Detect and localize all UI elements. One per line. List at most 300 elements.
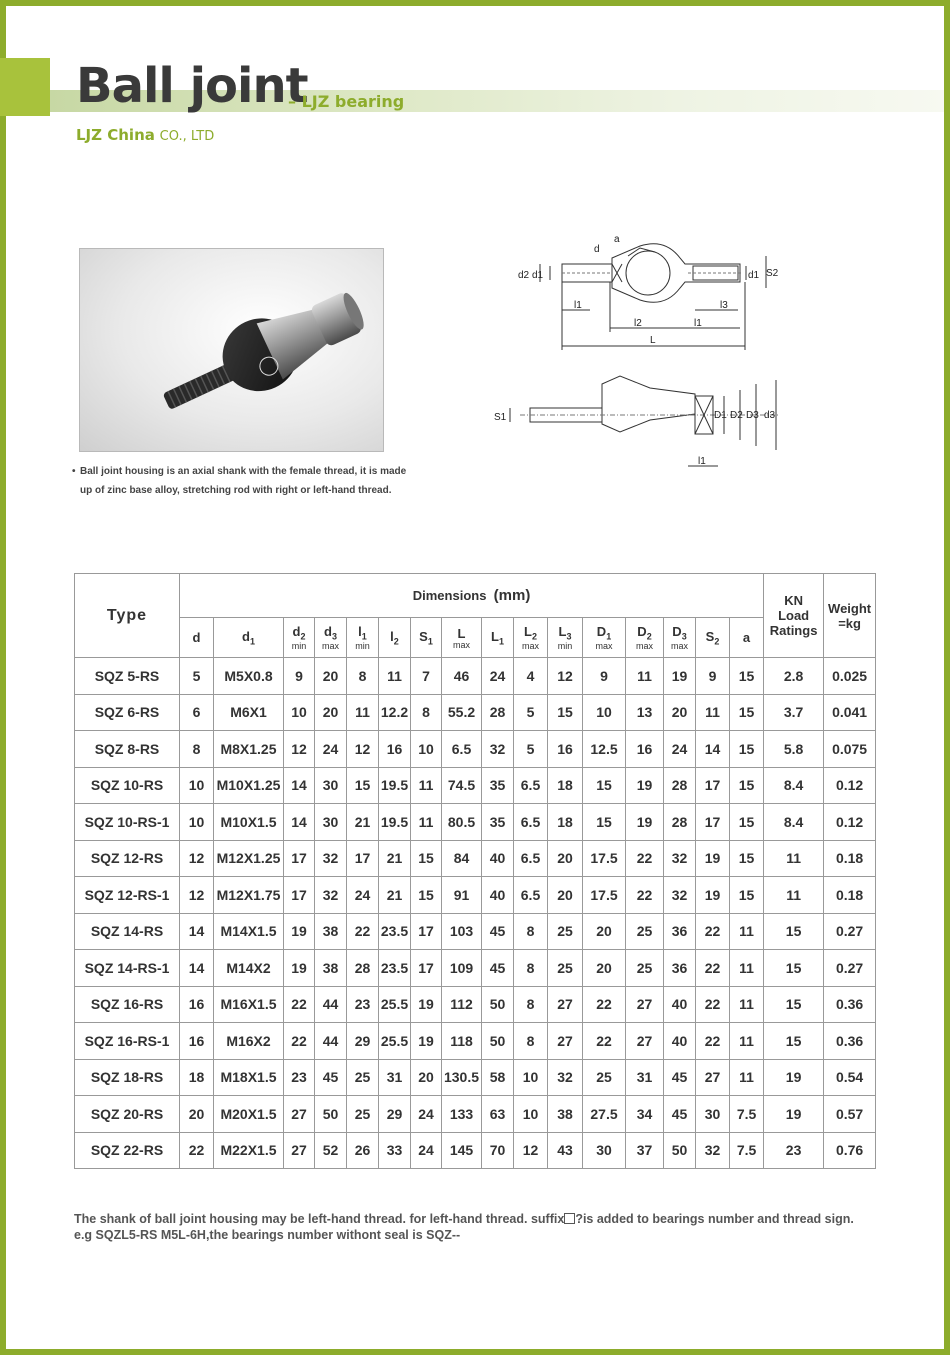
value-cell: 8 [514,950,548,987]
value-cell: 16 [548,731,583,768]
value-cell: 19 [284,950,315,987]
svg-text:D1: D1 [714,410,727,421]
column-note: max [635,640,653,651]
value-cell: 14 [180,913,214,950]
value-cell: 23 [284,1059,315,1096]
value-cell: 11 [764,877,824,914]
value-cell: 0.075 [824,731,876,768]
value-cell: 19 [626,767,664,804]
value-cell: 50 [482,1023,514,1060]
value-cell: 91 [442,877,482,914]
value-cell: 6.5 [514,877,548,914]
column-symbol: L [524,624,532,640]
value-cell: 8 [514,1023,548,1060]
product-description [72,462,410,500]
value-cell: 27 [548,1023,583,1060]
value-cell: 24 [411,1096,442,1133]
svg-text:S2: S2 [766,268,779,279]
value-cell: 15 [730,694,764,731]
value-cell: M14X2 [214,950,284,987]
value-cell: 26 [347,1132,379,1169]
value-cell: 25 [347,1059,379,1096]
column-header-2 [284,618,315,658]
svg-text:d3: d3 [764,410,776,421]
type-cell: SQZ 18-RS [75,1059,180,1096]
value-cell: 11 [730,913,764,950]
column-subscript: 3 [566,631,572,642]
column-subscript: 3 [331,631,337,642]
value-cell: 10 [411,731,442,768]
type-cell: SQZ 14-RS-1 [75,950,180,987]
table-body [75,658,876,1169]
value-cell: 38 [315,950,347,987]
value-cell: 25 [548,913,583,950]
value-cell: 0.12 [824,804,876,841]
table-row [75,877,876,914]
value-cell: 9 [284,658,315,695]
value-cell: 28 [664,804,696,841]
type-cell: SQZ 10-RS-1 [75,804,180,841]
value-cell: 12 [347,731,379,768]
column-header-14 [696,618,730,658]
value-cell: 0.36 [824,1023,876,1060]
value-cell: 46 [442,658,482,695]
value-cell: 8 [180,731,214,768]
value-cell: 70 [482,1132,514,1169]
column-subscript: 2 [714,636,720,647]
svg-text:a: a [614,234,620,245]
value-cell: 15 [764,913,824,950]
value-cell: 19 [411,986,442,1023]
value-cell: 32 [482,731,514,768]
value-cell: 50 [664,1132,696,1169]
type-cell: SQZ 12-RS-1 [75,877,180,914]
value-cell: 23 [764,1132,824,1169]
column-header-1 [214,618,284,658]
weight-unit: =kg [838,615,861,631]
value-cell: 17 [347,840,379,877]
value-cell: 0.27 [824,913,876,950]
value-cell: 17 [696,804,730,841]
column-symbol: d [324,624,332,640]
column-header-13 [664,618,696,658]
value-cell: 24 [411,1132,442,1169]
column-header-3 [315,618,347,658]
value-cell: 15 [347,767,379,804]
value-cell: 11 [379,658,411,695]
svg-text:d1: d1 [532,270,544,281]
value-cell: 0.12 [824,767,876,804]
value-cell: 19 [626,804,664,841]
column-subscript: 1 [427,636,433,647]
value-cell: M5X0.8 [214,658,284,695]
footnote-text-1: The shank of ball joint housing may be left-hand thread. for left-hand thread. suffix [74,1212,565,1226]
svg-text:l1: l1 [698,456,706,467]
value-cell: M18X1.5 [214,1059,284,1096]
value-cell: 44 [315,986,347,1023]
value-cell: 12 [180,877,214,914]
value-cell: 45 [664,1096,696,1133]
value-cell: 6.5 [514,804,548,841]
value-cell: 22 [626,840,664,877]
value-cell: M12X1.25 [214,840,284,877]
header-accent-block [0,58,50,116]
value-cell: 19.5 [379,804,411,841]
value-cell: 17 [411,913,442,950]
value-cell: 20 [664,694,696,731]
value-cell: 30 [315,767,347,804]
value-cell: 19 [696,877,730,914]
column-symbol: d [242,628,250,644]
value-cell: 30 [315,804,347,841]
footnote [74,1211,864,1243]
load-ratings-header [764,574,824,658]
value-cell: 6.5 [514,767,548,804]
value-cell: 32 [548,1059,583,1096]
value-cell: 12 [284,731,315,768]
column-symbol: L [558,624,567,640]
company-name [76,126,214,144]
value-cell: M14X1.5 [214,913,284,950]
table-row [75,986,876,1023]
value-cell: 35 [482,767,514,804]
column-subscript: 1 [249,636,255,647]
load-kn: KN [784,593,803,608]
value-cell: 0.18 [824,877,876,914]
value-cell: 12 [548,658,583,695]
svg-text:l1: l1 [694,318,702,329]
column-symbol: a [742,630,751,645]
value-cell: 52 [315,1132,347,1169]
value-cell: 145 [442,1132,482,1169]
value-cell: 15 [764,950,824,987]
value-cell: 5.8 [764,731,824,768]
value-cell: 25 [626,913,664,950]
value-cell: 21 [379,840,411,877]
value-cell: 10 [180,767,214,804]
diagram-label-d2: d2 [518,270,530,281]
value-cell: 9 [583,658,626,695]
value-cell: 24 [315,731,347,768]
value-cell: 8.4 [764,804,824,841]
value-cell: 36 [664,913,696,950]
company-suffix: CO., LTD [159,129,215,144]
value-cell: 15 [411,840,442,877]
type-cell: SQZ 20-RS [75,1096,180,1133]
value-cell: 24 [482,658,514,695]
value-cell: 32 [315,877,347,914]
value-cell: 40 [664,1023,696,1060]
value-cell: 12 [180,840,214,877]
value-cell: 37 [626,1132,664,1169]
value-cell: 19 [764,1059,824,1096]
value-cell: 18 [548,804,583,841]
value-cell: 11 [347,694,379,731]
value-cell: 19 [284,913,315,950]
table-row [75,767,876,804]
value-cell: 0.57 [824,1096,876,1133]
value-cell: 27 [548,986,583,1023]
value-cell: 44 [315,1023,347,1060]
value-cell: 22 [583,1023,626,1060]
column-subscript: 2 [393,636,399,647]
value-cell: 17 [696,767,730,804]
type-cell: SQZ 5-RS [75,658,180,695]
value-cell: 25.5 [379,1023,411,1060]
type-cell: SQZ 6-RS [75,694,180,731]
value-cell: 16 [180,1023,214,1060]
value-cell: 7 [411,658,442,695]
column-note: min [557,640,573,651]
value-cell: 19 [664,658,696,695]
value-cell: 15 [730,840,764,877]
value-cell: 11 [730,950,764,987]
svg-text:l3: l3 [720,300,728,311]
value-cell: 40 [664,986,696,1023]
column-symbols-row [75,618,876,658]
value-cell: 14 [696,731,730,768]
bullet-icon: • [72,466,76,477]
value-cell: 15 [730,804,764,841]
value-cell: 74.5 [442,767,482,804]
value-cell: 22 [180,1132,214,1169]
value-cell: 11 [696,694,730,731]
value-cell: 20 [548,840,583,877]
value-cell: 84 [442,840,482,877]
value-cell: 20 [411,1059,442,1096]
description-text: Ball joint housing is an axial shank with the female thread, it is made up of zinc base alloy, stretching rod with right or left-hand thread. [80,466,407,496]
value-cell: 20 [315,694,347,731]
value-cell: 10 [514,1059,548,1096]
value-cell: 31 [626,1059,664,1096]
value-cell: 8 [411,694,442,731]
value-cell: 0.18 [824,840,876,877]
table-row [75,694,876,731]
value-cell: 25 [347,1096,379,1133]
value-cell: 45 [664,1059,696,1096]
ball-joint-photo-illustration [80,249,383,451]
value-cell: 112 [442,986,482,1023]
value-cell: 4 [514,658,548,695]
value-cell: 10 [180,804,214,841]
value-cell: 40 [482,840,514,877]
column-note: min [291,640,307,651]
svg-text:d1: d1 [748,270,760,281]
value-cell: 9 [696,658,730,695]
column-symbol: D [596,624,607,640]
value-cell: 32 [315,840,347,877]
column-header-7 [442,618,482,658]
value-cell: 27 [626,986,664,1023]
value-cell: 80.5 [442,804,482,841]
value-cell: 12.5 [583,731,626,768]
value-cell: 35 [482,804,514,841]
value-cell: 40 [482,877,514,914]
value-cell: 11 [730,1059,764,1096]
value-cell: 11 [730,986,764,1023]
value-cell: 6.5 [442,731,482,768]
column-header-15 [730,618,764,658]
value-cell: 17 [411,950,442,987]
column-note: max [521,640,539,651]
value-cell: 55.2 [442,694,482,731]
value-cell: 22 [696,986,730,1023]
column-symbol: l [358,624,362,640]
value-cell: 25.5 [379,986,411,1023]
svg-text:l1: l1 [574,300,582,311]
value-cell: 15 [730,767,764,804]
value-cell: 28 [482,694,514,731]
dimensions-unit: (mm) [493,587,531,604]
value-cell: 15 [730,877,764,914]
svg-text:S1: S1 [494,412,507,423]
column-subscript: 2 [646,631,652,642]
type-cell: SQZ 8-RS [75,731,180,768]
type-header: Type [75,574,180,658]
table-row [75,658,876,695]
table-row [75,913,876,950]
value-cell: 19.5 [379,767,411,804]
value-cell: 28 [664,767,696,804]
table-row [75,731,876,768]
value-cell: 15 [548,694,583,731]
value-cell: 0.025 [824,658,876,695]
value-cell: 32 [664,877,696,914]
value-cell: 118 [442,1023,482,1060]
weight-header [824,574,876,658]
column-header-5 [379,618,411,658]
value-cell: 8 [347,658,379,695]
value-cell: 27.5 [583,1096,626,1133]
value-cell: 19 [411,1023,442,1060]
value-cell: 11 [626,658,664,695]
value-cell: 31 [379,1059,411,1096]
value-cell: 27 [696,1059,730,1096]
value-cell: 11 [730,1023,764,1060]
column-header-8 [482,618,514,658]
type-cell: SQZ 14-RS [75,913,180,950]
value-cell: M12X1.75 [214,877,284,914]
value-cell: 14 [284,767,315,804]
svg-text:L: L [650,335,656,346]
value-cell: 23.5 [379,913,411,950]
value-cell: 63 [482,1096,514,1133]
value-cell: 6 [180,694,214,731]
value-cell: 12.2 [379,694,411,731]
column-subscript: 1 [606,631,612,642]
column-subscript: 1 [361,631,367,642]
value-cell: 10 [514,1096,548,1133]
value-cell: 15 [764,986,824,1023]
table-row [75,1132,876,1169]
value-cell: 11 [411,804,442,841]
footnote-text-2: ?is added to bearings number and thread sign. e.g SQZL5-RS M5L-6H,the bearings number withont seal is SQZ-- [74,1212,854,1242]
dimensions-header [180,574,764,618]
load-label: Load [778,608,810,623]
value-cell: 11 [411,767,442,804]
value-cell: M10X1.5 [214,804,284,841]
value-cell: 15 [730,731,764,768]
value-cell: 2.8 [764,658,824,695]
value-cell: 16 [180,986,214,1023]
column-subscript: 2 [531,631,537,642]
column-header-10 [548,618,583,658]
value-cell: 34 [626,1096,664,1133]
value-cell: 6.5 [514,840,548,877]
value-cell: 27 [284,1132,315,1169]
value-cell: 17.5 [583,877,626,914]
value-cell: 15 [411,877,442,914]
value-cell: 17 [284,877,315,914]
value-cell: 38 [315,913,347,950]
value-cell: 28 [347,950,379,987]
type-cell: SQZ 12-RS [75,840,180,877]
value-cell: 16 [626,731,664,768]
value-cell: 7.5 [730,1132,764,1169]
column-header-0 [180,618,214,658]
value-cell: 22 [696,913,730,950]
value-cell: 32 [696,1132,730,1169]
table-row [75,840,876,877]
value-cell: 8 [514,913,548,950]
value-cell: 11 [764,840,824,877]
value-cell: 24 [664,731,696,768]
page-title: Ball joint [76,58,308,114]
value-cell: 23 [347,986,379,1023]
value-cell: 14 [284,804,315,841]
column-note: max [670,640,688,651]
value-cell: 18 [180,1059,214,1096]
value-cell: 13 [626,694,664,731]
type-cell: SQZ 10-RS [75,767,180,804]
value-cell: M6X1 [214,694,284,731]
value-cell: M10X1.25 [214,767,284,804]
value-cell: 22 [284,986,315,1023]
value-cell: 50 [315,1096,347,1133]
value-cell: 5 [514,731,548,768]
value-cell: 29 [347,1023,379,1060]
column-header-4 [347,618,379,658]
value-cell: 12 [514,1132,548,1169]
dimension-diagram [490,228,790,480]
value-cell: 22 [284,1023,315,1060]
value-cell: 22 [583,986,626,1023]
value-cell: 20 [315,658,347,695]
column-symbol: L [457,625,466,641]
value-cell: 19 [764,1096,824,1133]
value-cell: 7.5 [730,1096,764,1133]
value-cell: 0.041 [824,694,876,731]
value-cell: 45 [315,1059,347,1096]
value-cell: 45 [482,950,514,987]
value-cell: 17.5 [583,840,626,877]
value-cell: 25 [583,1059,626,1096]
value-cell: 10 [583,694,626,731]
value-cell: 10 [284,694,315,731]
svg-text:D3: D3 [746,410,759,421]
value-cell: 103 [442,913,482,950]
column-symbol: d [292,624,301,640]
value-cell: 27 [626,1023,664,1060]
table-row [75,950,876,987]
technical-drawing [490,228,790,480]
value-cell: 30 [583,1132,626,1169]
value-cell: 32 [664,840,696,877]
weight-label: Weight [828,600,872,616]
suffix-box-icon [564,1213,575,1224]
value-cell: 5 [180,658,214,695]
value-cell: 3.7 [764,694,824,731]
